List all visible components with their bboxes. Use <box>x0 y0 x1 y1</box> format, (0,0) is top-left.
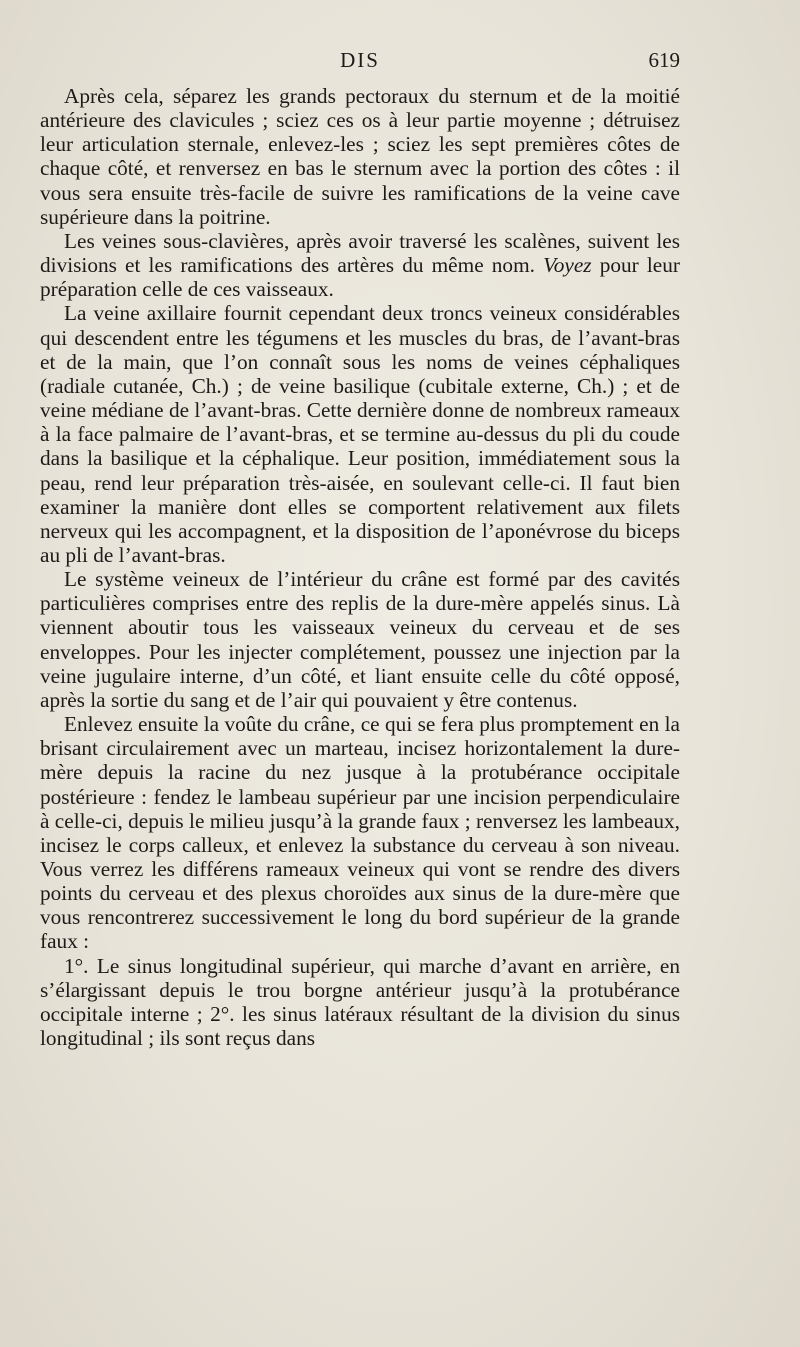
paragraph-2-italic-voyez: Voyez <box>543 253 592 278</box>
book-page <box>40 48 680 1050</box>
page-header <box>40 48 680 84</box>
paragraph-5: Enlevez ensuite la voûte du crâne, ce qui se fera plus promptement en la brisant circulairement avec un marteau, incisez horizontalement la dure-mère depuis la racine du nez jusque à la protubérance occipitale postérieure : fendez le lambeau supérieur par une incision perpendiculaire à celle-ci, depuis le milieu jusqu’à la grande faux ; renversez les lambeaux, incisez le corps calleux, et enlevez la substance du cerveau à son niveau. Vous verrez les différens rameaux veineux qui vont se rendre des divers points du cerveau et des plexus choroïdes aux sinus de la dure-mère que vous rencontrerez successivement le long du bord supérieur de la grande faux : <box>40 712 680 954</box>
paragraph-3: La veine axillaire fournit cependant deux troncs veineux considérables qui descendent entre les tégumens et les muscles du bras, de l’avant-bras et de la main, que l’on connaît sous les noms de veines céphaliques (radiale cutanée, Ch.) ; de veine basilique (cubitale externe, Ch.) ; et de veine médiane de l’avant-bras. Cette dernière donne de nombreux rameaux à la face palmaire de l’avant-bras, et se termine au-dessus du pli du coude dans la basilique et la céphalique. Leur position, immédiatement sous la peau, rend leur préparation très-aisée, en soulevant celle-ci. Il faut bien examiner la manière dont elles se comportent relativement aux filets nerveux qui les accompagnent, et la disposition de l’aponévrose du biceps au pli de l’avant-bras. <box>40 301 680 567</box>
paragraph-2-after: pour leur préparation celle de ces vaisseaux. <box>40 253 680 302</box>
paragraph-1: Après cela, séparez les grands pectoraux du sternum et de la moitié antérieure des clavicules ; sciez ces os à leur partie moyenne ; détruisez leur articulation sternale, enlevez-les ; sciez les sept premières côtes de chaque côté, et renversez en bas le sternum avec la portion des côtes : il vous sera ensuite très-facile de suivre les ramifications de la veine cave supérieure dans la poitrine. <box>40 84 680 229</box>
paragraph-2 <box>40 229 680 301</box>
paragraph-4: Le système veineux de l’intérieur du crâne est formé par des cavités particulières comprises entre des replis de la dure-mère appelés sinus. Là viennent aboutir tous les vaisseaux veineux du cerveau et de ses enveloppes. Pour les injecter complétement, poussez une injection par la veine jugulaire interne, d’un côté, et liant ensuite celle du côté opposé, après la sortie du sang et de l’air qui pouvaient y être contenus. <box>40 567 680 712</box>
page-number: 619 <box>648 48 680 72</box>
paragraph-2-before: Les veines sous-clavières, après avoir traversé les scalènes, suivent les divisions et les ramifications des artères du même nom. <box>40 228 680 278</box>
running-head: DIS <box>340 48 380 72</box>
body-text <box>40 84 680 1050</box>
paragraph-6: 1°. Le sinus longitudinal supérieur, qui marche d’avant en arrière, en s’élargissant depuis le trou borgne antérieur jusqu’à la protubérance occipitale interne ; 2°. les sinus latéraux résultant de la division du sinus longitudinal ; ils sont reçus dans <box>40 953 680 1051</box>
